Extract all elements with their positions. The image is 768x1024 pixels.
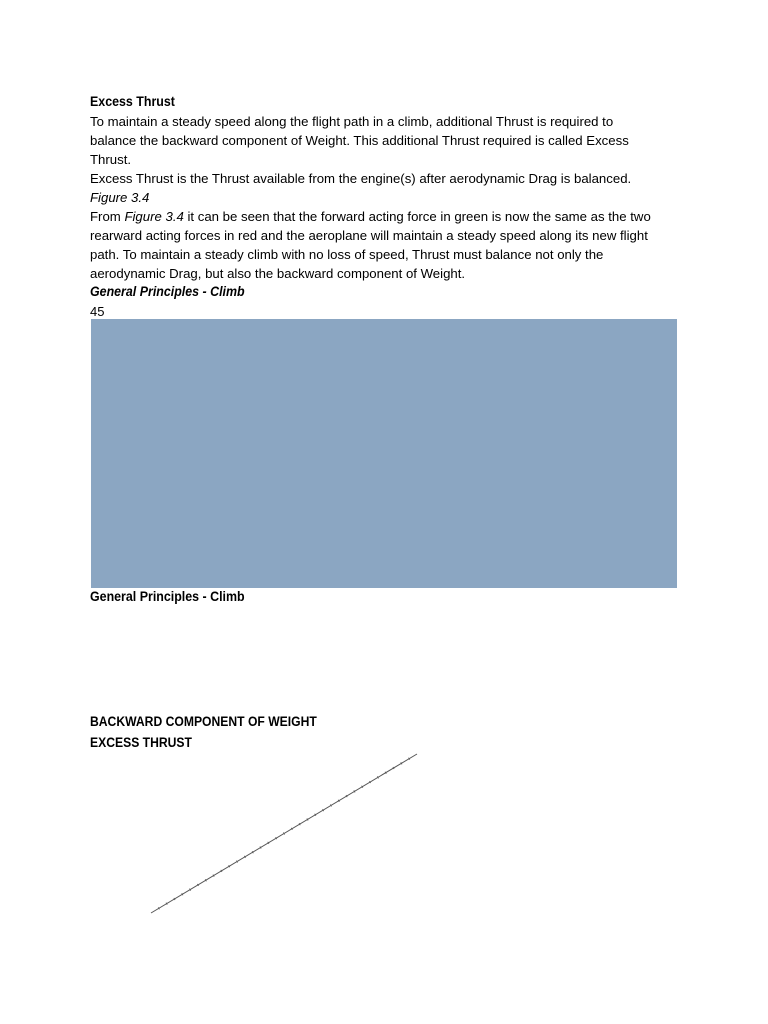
climb-path-diagram (140, 745, 430, 925)
paragraph-1-line-2: balance the backward component of Weight. This additional Thrust required is called Excess (90, 133, 629, 148)
section-title: Excess Thrust (90, 94, 175, 109)
paragraph-2-line-1: Excess Thrust is the Thrust available from the engine(s) after aerodynamic Drag is balanced. (90, 171, 632, 186)
paragraph-1 (90, 112, 690, 169)
paragraph-1-line-3: Thrust. (90, 152, 132, 167)
figure-label-text: Figure 3.4 (90, 190, 150, 205)
paragraph-3-line-3: path. To maintain a steady climb with no loss of speed, Thrust must balance not only the (90, 247, 604, 262)
paragraph-3-line-1-rest: it can be seen that the forward acting force in green is now the same as the two (183, 209, 651, 224)
diagram-label-excess-thrust: EXCESS THRUST (90, 735, 192, 750)
figure-label (90, 188, 690, 207)
paragraph-2 (90, 169, 690, 188)
paragraph-3-line-1 (90, 207, 690, 226)
page-number: 45 (90, 304, 105, 319)
footer-header: General Principles - Climb (90, 589, 245, 604)
paragraph-1-line-1: To maintain a steady speed along the flight path in a climb, additional Thrust is required to (90, 114, 614, 129)
paragraph-3-line-2: rearward acting forces in red and the aeroplane will maintain a steady speed along its new flight (90, 228, 648, 243)
running-header: General Principles - Climb (90, 284, 245, 299)
paragraph-3 (90, 207, 690, 283)
paragraph-3-line-4: aerodynamic Drag, but also the backward component of Weight. (90, 266, 466, 281)
figure-reference: Figure 3.4 (124, 209, 184, 224)
figure-3-4-image (91, 319, 677, 588)
paragraph-3-prefix: From (90, 209, 125, 224)
diagram-label-backward-component: BACKWARD COMPONENT OF WEIGHT (90, 714, 317, 729)
